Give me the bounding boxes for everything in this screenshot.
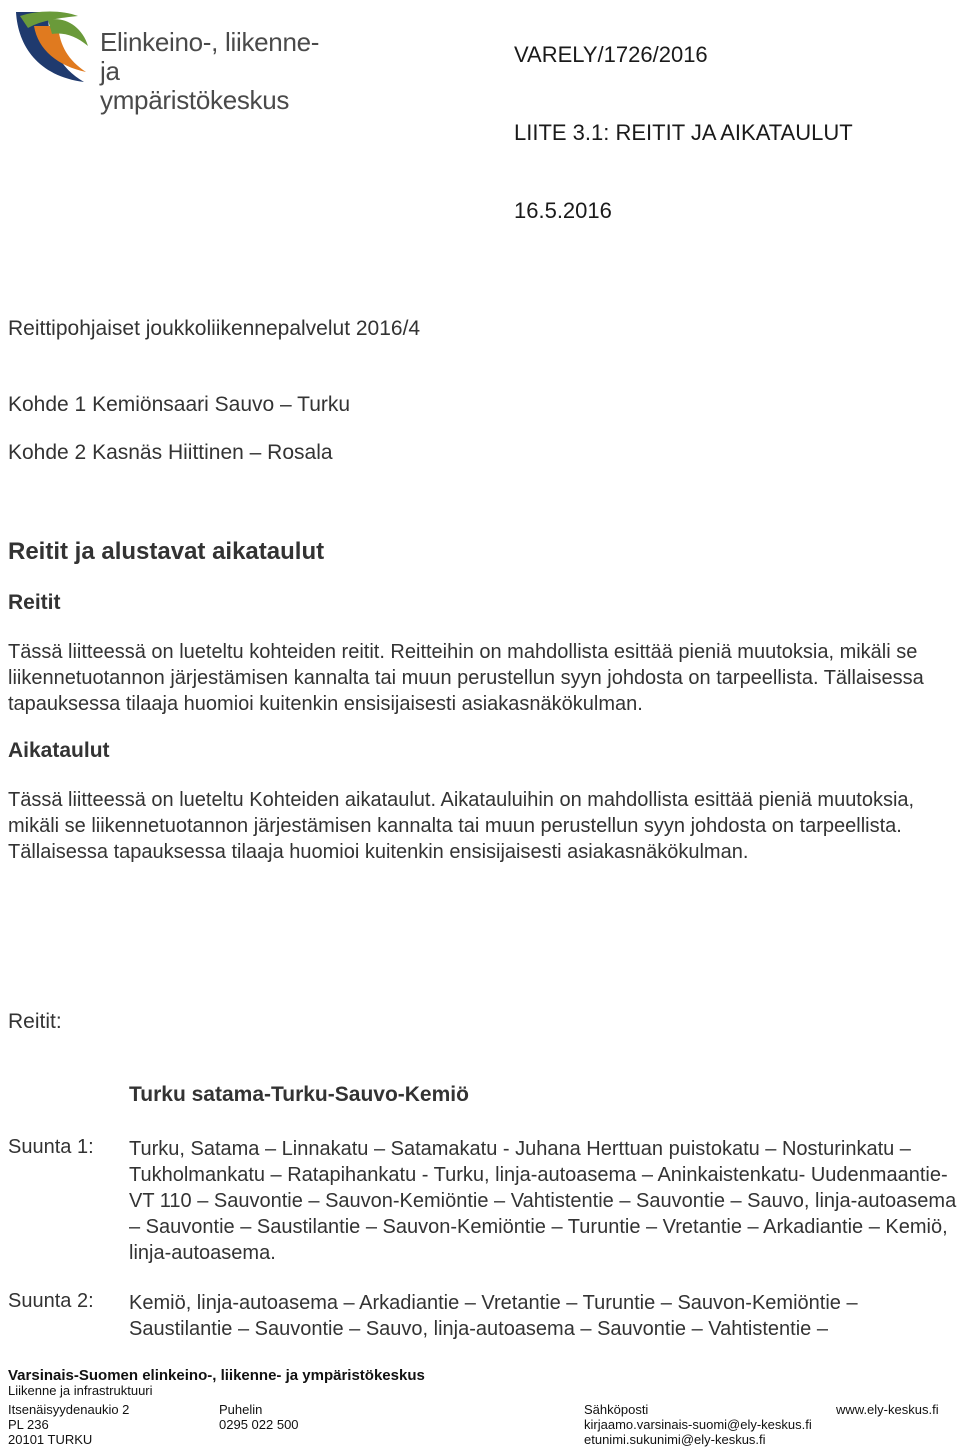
footer-phone-number: 0295 022 500 [219,1417,299,1432]
footer-address-line-2: PL 236 [8,1417,49,1432]
footer-email [584,1402,812,1447]
routes-paragraph: Tässä liitteessä on lueteltu kohteiden reitit. Reitteihin on mahdollista esittää pieniä muutoksia, mikäli se liikennetuotannon järjestämisen kannalta tai muun perustellun syyn johdosta on tarpeellista. Tällaisessa tapauksessa tilaaja huomioi kuitenkin ensisijaisesti asiakasnäkökulman. [8,641,924,715]
footer-phone-label: Puhelin [219,1402,263,1417]
target-1: Kohde 1 Kemiönsaari Sauvo – Turku [8,393,351,416]
footer-email-2: etunimi.sukunimi@ely-keskus.fi [584,1432,766,1447]
document-reference: VARELY/1726/2016 [514,42,708,67]
footer-address-line-1: Itsenäisyydenaukio 2 [8,1402,130,1417]
schedules-heading: Aikataulut [8,739,110,762]
footer-email-1: kirjaamo.varsinais-suomi@ely-keskus.fi [584,1417,812,1432]
routes-label: Reitit: [8,1010,62,1033]
logo-line-2: ympäristökeskus [100,85,290,115]
annex-title: LIITE 3.1: REITIT JA AIKATAULUT [514,120,853,145]
document-date: 16.5.2016 [514,198,612,223]
footer-phone [219,1402,299,1432]
footer-org-name: Varsinais-Suomen elinkeino-, liikenne- ja ympäristökeskus [8,1367,425,1384]
footer-web [836,1402,939,1417]
schedules-paragraph: Tässä liitteessä on lueteltu Kohteiden aikataulut. Aikatauluihin on mahdollista esittää pieniä muutoksia, mikäli se liikennetuotannon järjestämisen kannalta tai muun perustellun syyn johdosta on tarpeellista. Tällaisessa tapauksessa tilaaja huomioi kuitenkin ensisijaisesti asiakasnäkökulman. [8,789,915,863]
route-title: Turku satama-Turku-Sauvo-Kemiö [129,1083,469,1106]
footer-unit: Liikenne ja infrastruktuuri [8,1383,153,1398]
ely-logo [2,2,342,115]
subject-line: Reittipohjaiset joukkoliikennepalvelut 2016/4 [8,317,421,340]
direction-1-route: Turku, Satama – Linnakatu – Satamakatu - Juhana Herttuan puistokatu – Nosturinkatu – Tukholmankatu – Ratapihankatu - Turku, linja-autoasema – Aninkaistenkatu- Uudenmaantie- VT 110 – Sauvontie – Sauvon-Kemiöntie – Vahtistentie – Sauvontie – Sauvo, linja-autoasema – Sauvontie – Saustilantie – Sauvon-Kemiöntie – Turuntie – Vretantie – Arkadiantie – Kemiö, linja-autoasema. [129,1138,957,1264]
section-title: Reitit ja alustavat aikataulut [8,538,325,565]
ely-emblem-icon [8,6,96,88]
direction-1-label: Suunta 1: [8,1136,94,1158]
routes-heading: Reitit [8,591,61,614]
footer-address [8,1402,129,1447]
ely-logo-text [100,28,342,115]
footer-email-label: Sähköposti [584,1402,649,1417]
logo-line-1: Elinkeino-, liikenne- ja [100,27,320,86]
footer-address-line-3: 20101 TURKU [8,1432,93,1447]
footer-web-link: www.ely-keskus.fi [836,1402,939,1417]
target-2: Kohde 2 Kasnäs Hiittinen – Rosala [8,441,333,464]
footer-org-block [8,1368,425,1398]
direction-2-label: Suunta 2: [8,1290,94,1312]
direction-2-route: Kemiö, linja-autoasema – Arkadiantie – Vretantie – Turuntie – Sauvon-Kemiöntie – Saustilantie – Sauvontie – Sauvo, linja-autoasema – Sauvontie – Vahtistentie – [129,1292,858,1340]
